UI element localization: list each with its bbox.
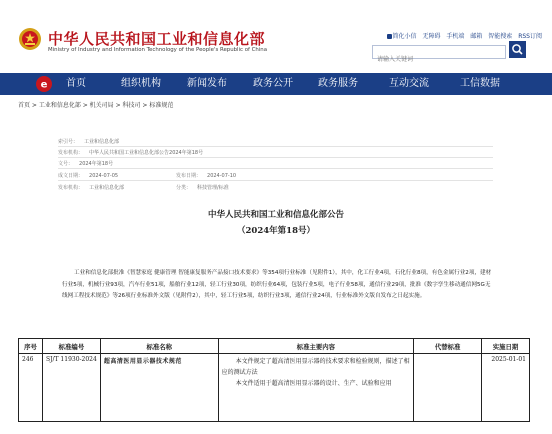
nav-organization[interactable]: 组织机构	[121, 78, 161, 89]
top-link-smart-search[interactable]: 智能搜索	[488, 33, 513, 40]
nav-data[interactable]: 工信数据	[460, 78, 500, 89]
content-line-2: 本文件适用于超高清医用显示器的设计、生产、试验和应用	[235, 380, 392, 387]
top-link-rss[interactable]: RSS订阅	[518, 33, 542, 40]
home-logo-icon[interactable]	[35, 75, 53, 93]
col-header-date: 实施日期	[482, 339, 530, 354]
table-row	[19, 354, 530, 422]
document-title: 中华人民共和国工业和信息化部公告	[207, 210, 344, 220]
col-header-name: 标准名称	[100, 339, 218, 354]
meta-index: 索引号： 工业和信息化部	[58, 139, 120, 145]
meta-date-pub: 发布日期： 2024-07-10	[176, 173, 237, 179]
site-title[interactable]: 中华人民共和国工业和信息化部	[48, 30, 266, 48]
top-link-mobile[interactable]: 手机端	[446, 33, 465, 40]
standards-table	[18, 338, 530, 422]
search-icon	[509, 41, 526, 58]
nav-home[interactable]: 首页	[66, 78, 86, 89]
nav-news[interactable]: 新闻发布	[187, 78, 227, 89]
nav-gov-services[interactable]: 政务服务	[318, 78, 358, 89]
content-line-1: 本文件规定了超高清医用显示器的技术要求和检验规则，描述了相应的测试方法	[221, 358, 410, 376]
top-link-mail[interactable]: 邮箱	[470, 33, 483, 40]
top-link-accessibility[interactable]: 无障碍	[422, 33, 441, 40]
search-input[interactable]	[373, 54, 501, 66]
top-link-simplified[interactable]: 简化小信	[387, 33, 417, 40]
table-header-row	[19, 339, 530, 354]
cell-replace	[414, 354, 482, 422]
main-nav	[0, 73, 552, 95]
meta-date-made: 成文日期： 2024-07-05	[58, 173, 119, 179]
cell-date: 2025-01-01	[482, 354, 530, 422]
cell-content	[218, 354, 414, 422]
cell-no: 246	[19, 354, 43, 422]
site-header	[0, 0, 552, 66]
simplified-icon	[387, 34, 392, 39]
meta-issuer: 发布机构： 工业和信息化部	[58, 185, 125, 191]
search-box	[372, 45, 506, 59]
document-metadata	[58, 134, 493, 196]
col-header-no: 序号	[19, 339, 43, 354]
search-button[interactable]	[509, 41, 526, 58]
svg-text:e: e	[40, 79, 48, 91]
nav-gov-affairs[interactable]: 政务公开	[253, 78, 293, 89]
col-header-code: 标准编号	[42, 339, 100, 354]
cell-name: 超高清医用显示器技术规范	[100, 354, 218, 422]
top-links	[383, 31, 542, 40]
document-body: 工业和信息化部批准《智慧家庭 健康管理 智能康复服务产品接口技术要求》等354项行业标准（见附件1），其中，化工行业4项，石化行业8项，有色金属行业2项，建材行业5项，机械行业93项，汽车行业51项，船舶行业12项，轻工行业30项，纺织行业64项，包装行业5项，电子行业58项，通信行业29项，批准《数字孪生移动通信网5G无线网工程技术规范》等26项行业标准外文版（见附件2），其中，轻工行业5项，纺织行业3项，通信行业24项，行业标准外文版自发布之日起实施。	[62, 270, 492, 300]
col-header-content: 标准主要内容	[218, 339, 414, 354]
meta-category: 分类： 科技管理/标准	[176, 185, 229, 191]
national-emblem-icon	[18, 27, 42, 51]
document-number: （2024年第18号）	[237, 226, 315, 236]
site-subtitle: Ministry of Industry and Information Technology of the People's Republic of China	[48, 47, 268, 53]
col-header-replace: 代替标准	[414, 339, 482, 354]
breadcrumb[interactable]: 首页 > 工业和信息化部 > 机关司局 > 科技司 > 标准规范	[18, 102, 174, 109]
cell-code: SJ/T 11930-2024	[42, 354, 100, 422]
meta-publisher: 发布机构： 中华人民共和国工业和信息化部公告2024年第18号	[58, 150, 204, 156]
meta-doc-no: 文号： 2024年第18号	[58, 161, 114, 167]
nav-interaction[interactable]: 互动交流	[389, 78, 429, 89]
